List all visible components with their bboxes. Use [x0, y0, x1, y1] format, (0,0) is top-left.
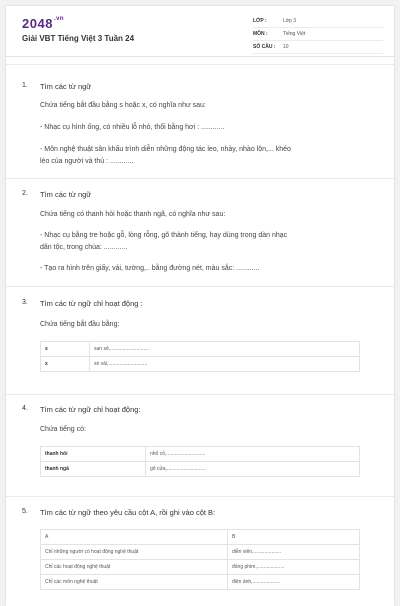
section-divider: [6, 286, 394, 287]
table-row: [41, 545, 360, 560]
question-1-item-1: - Nhạc cụ hình ống, có nhiều lỗ nhỏ, thổi bằng hơi : ............: [40, 124, 225, 131]
table-row: [41, 357, 360, 372]
meta-key: LỚP :: [253, 18, 267, 24]
section-divider: [6, 64, 394, 65]
logo-suffix: .vn: [53, 16, 65, 22]
section-divider: [6, 178, 394, 179]
row-label: s: [41, 342, 90, 357]
section-divider: [6, 394, 394, 395]
meta-key: MÔN :: [253, 31, 268, 37]
question-4-number: 4.: [22, 405, 28, 412]
table-header-row: [41, 530, 360, 545]
meta-value: Tiếng Việt: [283, 31, 306, 37]
question-2-item-1-line-1: - Nhạc cụ bằng tre hoặc gỗ, lòng rỗng, gõ thành tiếng, hay dùng trong dàn nhạc: [40, 232, 288, 239]
table-row: [41, 462, 360, 477]
column-a-cell: Chỉ những người có hoạt động nghệ thuật: [41, 545, 228, 560]
question-5-table: [40, 529, 360, 590]
question-1-intro: Chứa tiếng bắt đầu bằng s hoặc x, có nghĩa như sau:: [40, 102, 206, 109]
meta-value: Lớp 3: [283, 18, 297, 24]
row-label: x: [41, 357, 90, 372]
table-row: [41, 575, 360, 590]
column-a-cell: Chỉ các môn nghệ thuật: [41, 575, 228, 590]
logo-text: 2048: [22, 16, 53, 31]
meta-row-class: [253, 15, 383, 28]
page-header: [6, 6, 394, 57]
question-3-number: 3.: [22, 299, 28, 306]
column-a-cell: Chỉ các hoạt động nghệ thuật: [41, 560, 228, 575]
question-2-intro: Chứa tiếng có thanh hỏi hoặc thanh ngã, có nghĩa như sau:: [40, 211, 226, 218]
worksheet-page: [6, 6, 394, 606]
question-4-title: Tìm các từ ngữ chỉ hoạt động:: [40, 405, 141, 414]
meta-row-subject: [253, 28, 383, 41]
question-5-number: 5.: [22, 508, 28, 515]
answer-cell[interactable]: diễn viên,....................: [228, 545, 360, 560]
row-label: thanh ngã: [41, 462, 146, 477]
question-1-number: 1.: [22, 82, 28, 89]
question-2-title: Tìm các từ ngữ: [40, 190, 92, 199]
question-4-table: [40, 446, 360, 477]
meta-row-count: [253, 41, 383, 54]
meta-value: 10: [283, 44, 289, 50]
question-1-title: Tìm các từ ngữ: [40, 82, 92, 91]
answer-cell[interactable]: san sẻ,............................: [90, 342, 360, 357]
meta-key: SỐ CÂU :: [253, 44, 276, 50]
meta-table: [253, 15, 383, 54]
question-3-intro: Chứa tiếng bắt đầu bằng:: [40, 321, 120, 328]
question-1-item-2-line-1: - Môn nghệ thuật sân khấu trình diễn những động tác leo, nhảy, nhào lộn,... khéo: [40, 146, 291, 153]
site-logo[interactable]: [22, 16, 64, 31]
answer-cell[interactable]: đóng phim,....................: [228, 560, 360, 575]
answer-cell[interactable]: điện ảnh,....................: [228, 575, 360, 590]
section-divider: [6, 496, 394, 497]
table-row: [41, 342, 360, 357]
row-label: thanh hỏi: [41, 447, 146, 462]
column-b-header: B: [228, 530, 360, 545]
question-2-item-2: - Tạo ra hình trên giấy, vải, tường,.. bằng đường nét, màu sắc: ............: [40, 265, 260, 272]
answer-cell[interactable]: xé vải,............................: [90, 357, 360, 372]
table-row: [41, 560, 360, 575]
table-row: [41, 447, 360, 462]
answer-cell[interactable]: nhổ cỏ,............................: [146, 447, 360, 462]
question-3-table: [40, 341, 360, 372]
column-a-header: A: [41, 530, 228, 545]
question-2-item-1-line-2: dân tộc, trong chùa: ............: [40, 244, 128, 251]
question-2-number: 2.: [22, 190, 28, 197]
question-3-title: Tìm các từ ngữ chỉ hoạt động :: [40, 299, 143, 308]
answer-cell[interactable]: gõ cửa,............................: [146, 462, 360, 477]
question-4-intro: Chứa tiếng có:: [40, 426, 86, 433]
question-5-title: Tìm các từ ngữ theo yêu cầu cột A, rồi ghi vào cột B:: [40, 508, 216, 517]
page-title: Giải VBT Tiếng Việt 3 Tuần 24: [22, 34, 135, 43]
question-1-item-2-line-2: léo của người và thú : ............: [40, 158, 134, 165]
